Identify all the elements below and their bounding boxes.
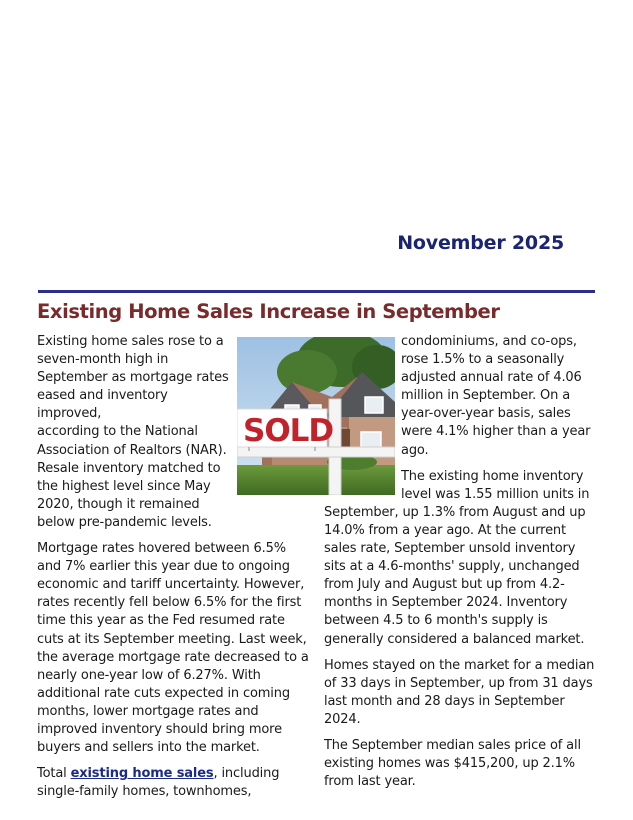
paragraph-intro: Existing home sales rose to a seven-month high in September as mortgage rates eased and inventory improved, according to the National Association of Realtors (NAR). Resale inventory matched to the highest level since May 2020, though it remained below pre-pandemic levels. (37, 334, 229, 530)
paragraph-mortgage-rates: Mortgage rates hovered between 6.5% and 7% earlier this year due to ongoing economic and tariff uncertainty. However, rates recently fell below 6.5% for the first time this year as the Fed resumed rate cuts at its September meeting. Last week, the average mortgage rate decreased to a nearly one-year low of 6.27%. With additional rate cuts expected in coming months, lower mortgage rates and improved inventory should bring more buyers and sellers into the market. (37, 541, 309, 756)
issue-date: November 2025 (397, 232, 564, 254)
paragraph-days-on-market: Homes stayed on the market for a median of 33 days in September, up from 31 days last month and 28 days in September 2024. (324, 657, 595, 727)
sold-sign-text: SOLD (243, 413, 334, 449)
paragraph-median-price: The September median sales price of all existing homes was $415,200, up 2.1% from last year. (324, 737, 581, 790)
article-title: Existing Home Sales Increase in September (37, 300, 500, 323)
paragraph-total-sales: Total existing home sales, including single-family homes, townhomes, (37, 766, 280, 800)
article-left-column (37, 333, 313, 809)
header-divider (38, 290, 595, 293)
existing-home-sales-link[interactable]: existing home sales (70, 766, 214, 782)
article-right-column (324, 333, 599, 799)
paragraph-sales-rate: condominiums, and co-ops, rose 1.5% to a seasonally adjusted annual rate of 4.06 million in September. On a year-over-year basis, sales were 4.1% higher than a year ago. (401, 334, 591, 458)
paragraph-inventory: The existing home inventory level was 1.55 million units in September, up 1.3% from August and up 14.0% from a year ago. At the current sales rate, September unsold inventory sits at a 4.6-months' supply, unchanged from July and August but up from 4.2-months in September 2024. Inventory between 4.5 to 6 month's supply is generally considered a balanced market. (324, 468, 590, 647)
